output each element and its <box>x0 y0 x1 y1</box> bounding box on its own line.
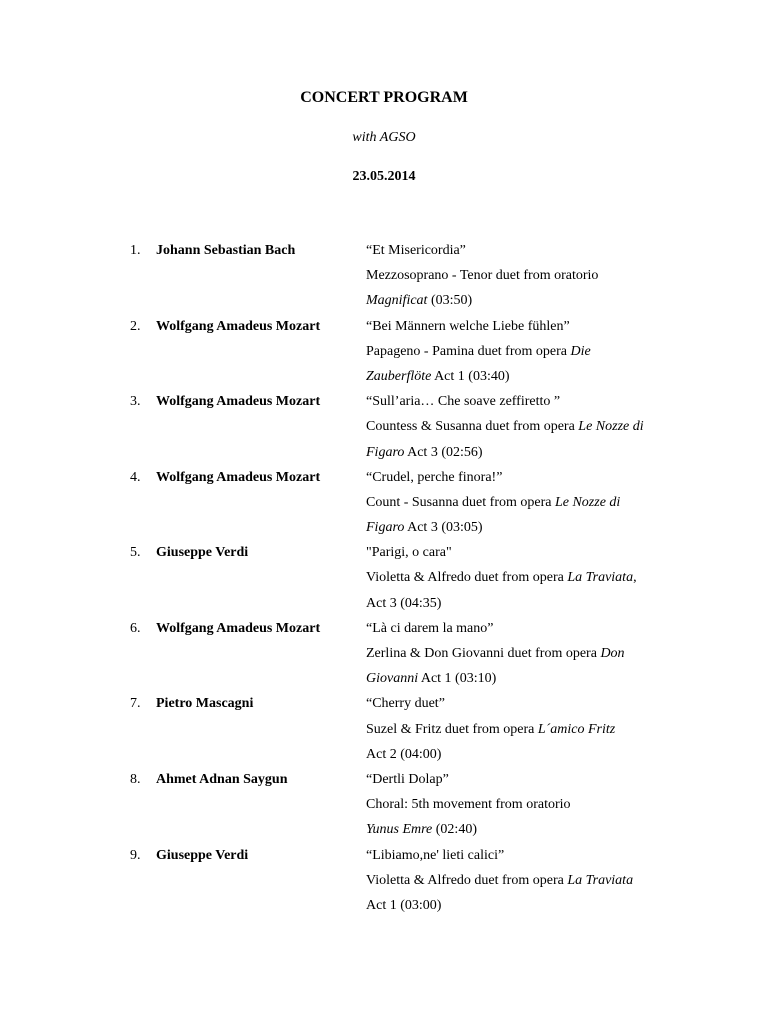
program-item <box>0 843 768 919</box>
program-item-line <box>366 641 696 666</box>
program-item-line <box>366 868 696 893</box>
work-title: Le Nozze di <box>554 494 621 510</box>
program-item-composer: Wolfgang Amadeus Mozart <box>156 620 321 636</box>
program-item-composer: Giuseppe Verdi <box>156 545 249 561</box>
line-text: “Cherry duet” <box>366 696 445 712</box>
line-text: Zerlina & Don Giovanni duet from opera <box>366 646 601 661</box>
program-item-number: 1. <box>130 243 141 258</box>
program-item <box>0 465 768 541</box>
page-subtitle: with AGSO <box>352 130 416 145</box>
program-item-composer: Wolfgang Amadeus Mozart <box>156 394 321 410</box>
program-item-line <box>366 440 696 465</box>
work-title: Zauberflöte <box>366 368 432 384</box>
line-text: (02:40) <box>432 822 477 838</box>
program-item-line <box>366 364 696 389</box>
program-item-number: 6. <box>130 620 141 636</box>
line-text: Suzel & Fritz duet from opera <box>366 721 538 737</box>
program-item-line <box>366 843 696 868</box>
program-item-composer: Giuseppe Verdi <box>156 847 249 863</box>
program-item-line <box>366 288 696 313</box>
program-item <box>0 691 768 767</box>
line-text: “Bei Männern welche Liebe fühlen” <box>366 318 570 334</box>
work-title: L´amico Fritz <box>537 721 616 737</box>
program-item-line <box>366 565 696 590</box>
work-title: La Traviata <box>567 872 634 888</box>
line-text: Act 1 (03:10) <box>418 671 497 687</box>
line-text: Act 3 (02:56) <box>404 444 483 460</box>
program-item-line <box>366 691 696 716</box>
program-item <box>0 314 768 390</box>
line-text: Act 3 (04:35) <box>366 595 442 611</box>
program-item <box>0 616 768 692</box>
program-item <box>0 389 768 465</box>
program-item-details <box>366 389 696 465</box>
program-item-line <box>366 515 696 540</box>
line-text: Mezzosoprano - Tenor duet from oratorio <box>366 268 599 284</box>
line-text: , <box>633 570 637 586</box>
program-item-line <box>366 666 696 691</box>
program-item-details <box>366 843 696 919</box>
program-item-number: 4. <box>130 469 141 485</box>
program-item-number: 8. <box>130 771 141 787</box>
program-item-number: 9. <box>130 847 141 863</box>
program-item-number: 5. <box>130 545 141 561</box>
line-text: "Parigi, o cara" <box>366 545 452 561</box>
program-item-details <box>366 767 696 843</box>
line-text: “Et Misericordia” <box>366 243 466 258</box>
work-title: Magnificat <box>366 293 428 309</box>
work-title: La Traviata <box>567 570 634 586</box>
program-item <box>0 767 768 843</box>
line-text: (03:50) <box>427 293 473 309</box>
program-item-line <box>366 339 696 364</box>
page-title: CONCERT PROGRAM <box>300 89 468 106</box>
work-title: Figaro <box>366 520 405 536</box>
program-item-line <box>366 792 696 817</box>
program-item-line <box>366 591 696 616</box>
program-item-details <box>366 540 696 616</box>
program-item-line <box>366 767 696 792</box>
program-item-number: 2. <box>130 318 141 334</box>
program-item-line <box>366 742 696 767</box>
line-text: Count - Susanna duet from opera <box>366 494 555 510</box>
program-item <box>0 238 768 314</box>
program-item-composer: Ahmet Adnan Saygun <box>156 771 288 787</box>
work-title: Don <box>600 646 625 661</box>
line-text: Choral: 5th movement from oratorio <box>366 797 571 813</box>
line-text: Act 1 (03:40) <box>431 368 510 384</box>
work-title: Giovanni <box>366 671 419 687</box>
line-text: “Libiamo,ne' lieti calici” <box>366 847 505 863</box>
program-item <box>0 540 768 616</box>
line-text: Act 2 (04:00) <box>366 746 442 762</box>
program-item-line <box>366 263 696 288</box>
program-list <box>0 238 768 918</box>
line-text: Papageno - Pamina duet from opera <box>366 343 571 359</box>
work-title: Le Nozze di <box>578 419 644 435</box>
program-item-composer: Pietro Mascagni <box>156 696 254 712</box>
program-item-line <box>366 414 696 439</box>
program-item-number: 7. <box>130 696 141 712</box>
program-item-details <box>366 691 696 767</box>
program-item-line <box>366 540 696 565</box>
program-item-line <box>366 238 696 263</box>
program-item-line <box>366 389 696 414</box>
program-item-line <box>366 817 696 842</box>
program-item-line <box>366 717 696 742</box>
line-text: “Crudel, perche finora!” <box>366 469 503 485</box>
program-item-line <box>366 616 696 641</box>
program-item-details <box>366 238 696 314</box>
program-item-details <box>366 314 696 390</box>
line-text: Act 1 (03:00) <box>366 897 442 913</box>
program-item-composer: Wolfgang Amadeus Mozart <box>156 469 321 485</box>
line-text: Act 3 (03:05) <box>404 520 483 536</box>
program-item-details <box>366 616 696 692</box>
program-item-line <box>366 893 696 918</box>
program-item-line <box>366 314 696 339</box>
line-text: “Sull’aria… Che soave zeffiretto ” <box>366 394 561 410</box>
line-text: Countess & Susanna duet from opera <box>366 419 579 435</box>
work-title: Figaro <box>366 444 405 460</box>
line-text: Violetta & Alfredo duet from opera <box>366 872 568 888</box>
work-title: Die <box>570 343 591 359</box>
concert-date: 23.05.2014 <box>352 169 416 184</box>
program-item-composer: Wolfgang Amadeus Mozart <box>156 318 321 334</box>
line-text: “Là ci darem la mano” <box>366 620 494 636</box>
program-item-line <box>366 465 696 490</box>
line-text: “Dertli Dolap” <box>366 771 449 787</box>
work-title: Yunus Emre <box>366 822 433 838</box>
line-text: Violetta & Alfredo duet from opera <box>366 570 568 586</box>
program-item-line <box>366 490 696 515</box>
program-item-composer: Johann Sebastian Bach <box>156 243 296 258</box>
program-item-number: 3. <box>130 394 141 410</box>
program-item-details <box>366 465 696 541</box>
